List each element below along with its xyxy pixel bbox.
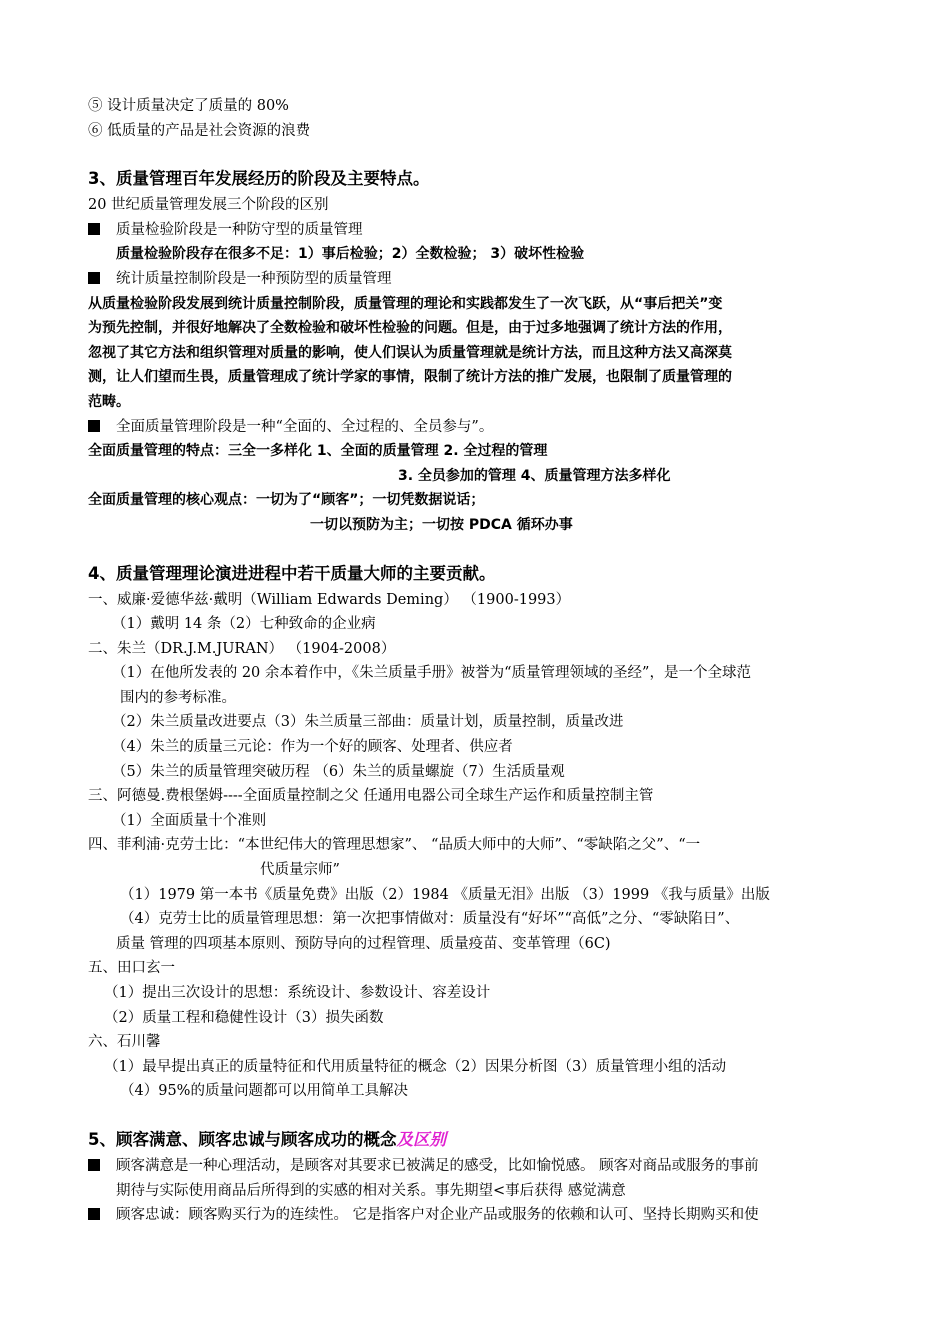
- bullet-item: 顾客满意是一种心理活动，是顾客对其要求已被满足的感受，比如愉悦感。 顾客对商品或服务的事前: [88, 1154, 878, 1179]
- bullet-item: 顾客忠诚：顾客购买行为的连续性。 它是指客户对企业产品或服务的依赖和认可、坚持长期购买和使: [88, 1203, 878, 1228]
- line: 全面质量管理的核心观点：一切为了“顾客”；一切凭数据说话；: [88, 492, 485, 509]
- bullet-square-icon: [88, 272, 100, 284]
- line: 四、菲利浦·克劳士比：“本世纪伟大的管理思想家”、 “品质大师中的大师”、“零缺陷之父”、“一: [88, 837, 701, 854]
- bullet-item: 质量检验阶段是一种防守型的质量管理: [88, 218, 878, 243]
- section-heading-4: 4、质量管理理论演进进程中若干质量大师的主要贡献。: [88, 563, 496, 583]
- line: 期待与实际使用商品后所得到的实感的相对关系。事先期望<事后获得 感觉满意: [116, 1182, 626, 1199]
- line: （4）克劳士比的质量管理思想：第一次把事情做对：质量没有“好坏”“高低”之分、“零缺陷日”、: [120, 911, 740, 928]
- line: （2）质量工程和稳健性设计（3）损失函数: [104, 1009, 384, 1026]
- line: （1）最早提出真正的质量特征和代用质量特征的概念（2）因果分析图（3）质量管理小组的活动: [104, 1058, 727, 1075]
- section-heading-3: 3、质量管理百年发展经历的阶段及主要特点。: [88, 169, 430, 189]
- bullet-item: 统计质量控制阶段是一种预防型的质量管理: [88, 267, 878, 292]
- highlighted-text: 及区别: [396, 1129, 446, 1149]
- document-page: [88, 94, 878, 1228]
- line: 一、威廉·爱德华兹·戴明（William Edwards Deming） （1900-1993）: [88, 591, 571, 608]
- line: 三、阿德曼.费根堡姆----全面质量控制之父 任通用电器公司全球生产运作和质量控制主管: [88, 788, 654, 805]
- line: （4）95%的质量问题都可以用简单工具解决: [120, 1083, 408, 1100]
- line: ⑤ 设计质量决定了质量的 80%: [88, 98, 289, 114]
- bullet-square-icon: [88, 1159, 100, 1171]
- line: 20 世纪质量管理发展三个阶段的区别: [88, 197, 329, 214]
- line: （1）全面质量十个准则: [112, 812, 267, 829]
- line: 六、石川馨: [88, 1034, 161, 1051]
- line: 五、田口玄一: [88, 960, 175, 977]
- bullet-square-icon: [88, 420, 100, 432]
- line: （4）朱兰的质量三元论：作为一个好的顾客、处理者、供应者: [112, 739, 513, 756]
- line: 代质量宗师”: [260, 862, 340, 879]
- line: （1）1979 第一本书《质量免费》出版（2）1984 《质量无泪》出版 （3）1999 《我与质量》出版: [120, 886, 770, 903]
- bullet-item: 全面质量管理阶段是一种“全面的、全过程的、全员参与”。: [88, 415, 878, 440]
- line: 全面质量管理的特点：三全一多样化 1、全面的质量管理 2. 全过程的管理: [88, 443, 548, 460]
- paragraph-line: 范畴。: [88, 393, 130, 410]
- bullet-square-icon: [88, 223, 100, 235]
- paragraph-line: 为预先控制，并很好地解决了全数检验和破坏性检验的问题。但是，由于过多地强调了统计方法的作用，: [88, 320, 732, 337]
- bullet-square-icon: [88, 1208, 100, 1220]
- line: 质量 管理的四项基本原则、预防导向的过程管理、质量疫苗、变革管理（6C): [116, 935, 611, 952]
- line: （1）戴明 14 条（2）七种致命的企业病: [112, 616, 376, 633]
- line: 3. 全员参加的管理 4、质量管理方法多样化: [398, 467, 671, 484]
- line: ⑥ 低质量的产品是社会资源的浪费: [88, 122, 311, 139]
- line: （5）朱兰的质量管理突破历程 （6）朱兰的质量螺旋（7）生活质量观: [112, 763, 565, 780]
- line: （1）在他所发表的 20 余本着作中，《朱兰质量手册》被誉为“质量管理领域的圣经”，是一个全球范: [112, 665, 751, 682]
- section-heading-5: 5、顾客满意、顾客忠诚与顾客成功的概念及区别: [88, 1129, 446, 1149]
- line: 围内的参考标准。: [120, 689, 236, 706]
- line: （1）提出三次设计的思想：系统设计、参数设计、容差设计: [104, 985, 491, 1001]
- paragraph-line: 忽视了其它方法和组织管理对质量的影响，使人们误认为质量管理就是统计方法，而且这种方法又高深莫: [88, 344, 732, 361]
- line: 一切以预防为主；一切按 PDCA 循环办事: [310, 516, 573, 533]
- paragraph-line: 测，让人们望而生畏，质量管理成了统计学家的事情，限制了统计方法的推广发展，也限制了质量管理的: [88, 369, 732, 386]
- paragraph-line: 从质量检验阶段发展到统计质量控制阶段，质量管理的理论和实践都发生了一次飞跃，从“事后把关”变: [88, 295, 723, 312]
- line: 二、朱兰（DR.J.M.JURAN） （1904-2008）: [88, 640, 396, 657]
- line: （2）朱兰质量改进要点（3）朱兰质量三部曲：质量计划，质量控制，质量改进: [112, 714, 624, 731]
- line: 质量检验阶段存在很多不足：1）事后检验；2）全数检验； 3）破坏性检验: [116, 246, 585, 263]
